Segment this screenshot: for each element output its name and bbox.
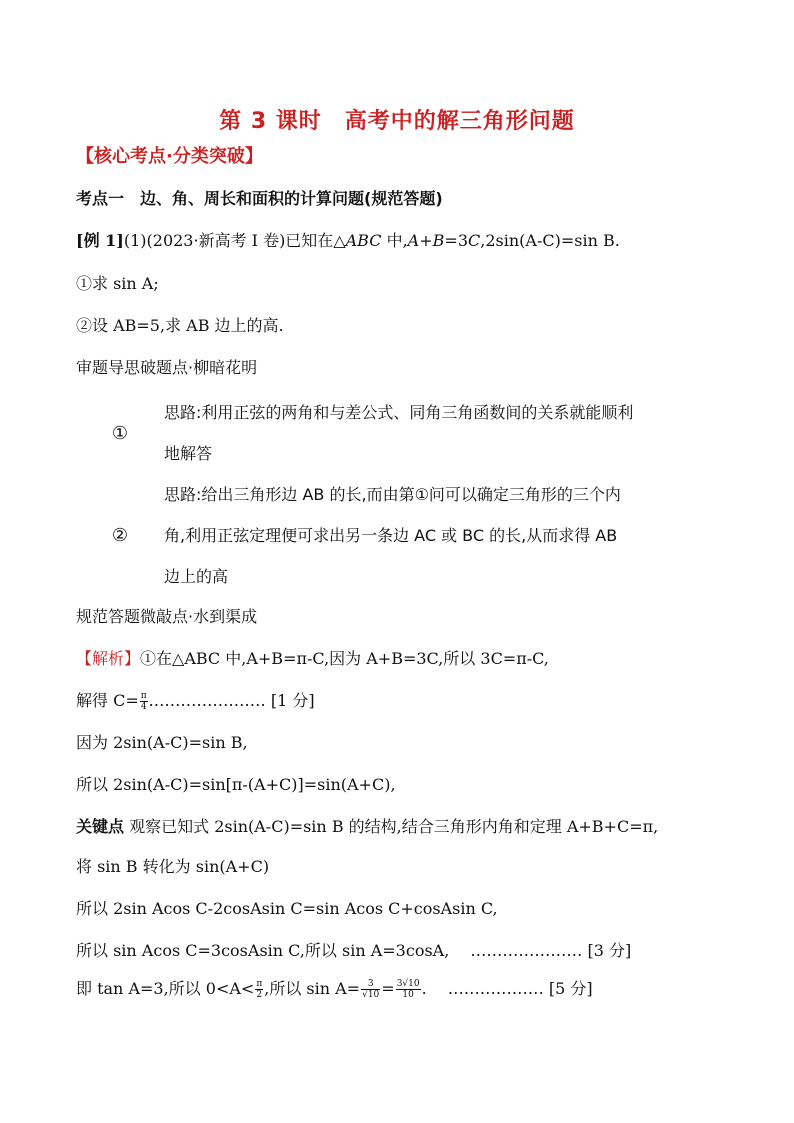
analysis-text: = <box>381 979 395 998</box>
key-point <box>76 816 658 838</box>
analysis-line-1 <box>76 648 549 670</box>
fraction-3sqrt10-over-10: $\frac{3√10}{10}$ <box>396 979 420 1000</box>
guide-table <box>76 392 726 597</box>
kaodian-label: 考点一 边、角、周长和面积的计算问题 <box>76 189 365 208</box>
guide-row-line: 地解答 <box>164 444 213 463</box>
analysis-text: ①在△ABC 中,A+B=π-C,因为 A+B=3C,所以 3C=π-C, <box>140 649 549 668</box>
guide-row <box>76 474 726 597</box>
answer-title: 规范答题微敲点·水到渠成 <box>76 607 258 626</box>
fraction-3-over-sqrt10: $\frac{3}{√10}$ <box>362 979 380 1000</box>
guide-row-line: 思路:利用正弦的两角和与差公式、同角三角函数间的关系就能顺利 <box>164 403 634 422</box>
guide-row-line: 思路:给出三角形边 AB 的长,而由第①问可以确定三角形的三个内 <box>164 485 621 504</box>
example-source: (1)(2023·新高考 I 卷)已知在 <box>123 231 334 250</box>
guide-row-index: ② <box>111 525 129 546</box>
analysis-text: ,所以 sin A= <box>264 979 361 998</box>
section-header: 【核心考点·分类突破】 <box>76 146 263 167</box>
guide-row-text <box>164 392 726 474</box>
example-tail: 2sin(A-C)=sin B. <box>485 231 620 250</box>
guide-row-line: 边上的高 <box>164 567 229 586</box>
analysis-line-6: 所以 sin Acos C=3cosAsin C,所以 sin A=3cosA, ………………… [3 分] <box>76 941 632 960</box>
analysis-text: . ……………… [5 分] <box>421 979 593 998</box>
key-point-label: 关键点 <box>76 817 125 836</box>
fraction-pi-over-4: $\frac{\pi}{4}$ <box>140 691 147 712</box>
analysis-line-5: 所以 2sin Acos C-2cosAsin C=sin Acos C+cosAsin C, <box>76 899 498 918</box>
guide-row-line: 角,利用正弦定理便可求出另一条边 AC 或 BC 的长,从而求得 AB <box>164 526 618 545</box>
analysis-line-3: 因为 2sin(A-C)=sin B, <box>76 733 248 752</box>
guide-row-text <box>164 474 726 597</box>
guide-row <box>76 392 726 474</box>
analysis-label: 【解析】 <box>76 649 141 668</box>
key-point-text: 观察已知式 2sin(A-C)=sin B 的结构,结合三角形内角和定理 A+B+C=π, <box>124 817 659 836</box>
kaodian-heading <box>76 188 443 210</box>
guide-title: 审题导思破题点·柳暗花明 <box>76 358 258 377</box>
question-1: ①求 sin A; <box>76 274 159 293</box>
analysis-line-7 <box>76 978 593 1000</box>
example-tag: [例 1] <box>76 231 124 250</box>
analysis-text: 解得 C= <box>76 691 139 710</box>
kaodian-tag: (规范答题) <box>364 189 443 208</box>
guide-row-index: ① <box>111 422 129 444</box>
example-triangle: △ABC 中,A+B=3C, <box>333 231 486 250</box>
page-title: 第 3 课时 高考中的解三角形问题 <box>219 109 575 134</box>
example-statement <box>76 230 620 252</box>
analysis-line-4: 所以 2sin(A-C)=sin[π-(A+C)]=sin(A+C), <box>76 775 396 794</box>
analysis-text: 即 tan A=3,所以 0<A< <box>76 979 255 998</box>
question-2: ②设 AB=5,求 AB 边上的高. <box>76 316 284 335</box>
key-point-continued: 将 sin B 转化为 sin(A+C) <box>76 857 270 876</box>
fraction-pi-over-2: $\frac{\pi}{2}$ <box>256 979 263 1000</box>
analysis-line-2 <box>76 690 315 712</box>
analysis-text: .………………… [1 分] <box>148 691 315 710</box>
